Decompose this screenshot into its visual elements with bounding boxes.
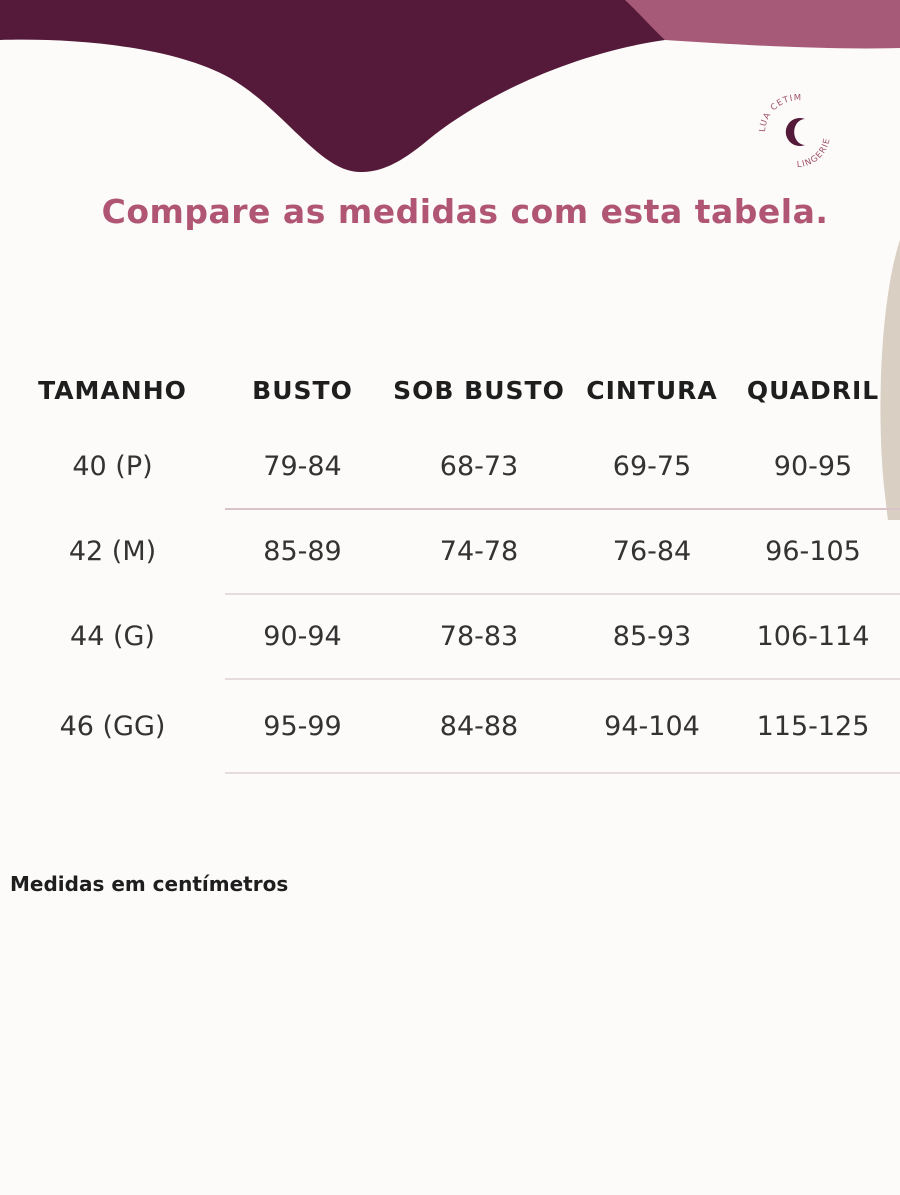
page-title: Compare as medidas com esta tabela. [101,192,829,231]
header-sob-busto: SOB BUSTO [393,375,565,405]
moon-icon [786,118,805,146]
table-row [0,509,900,594]
cell-busto: 90-94 [225,594,380,679]
cell-quadril: 106-114 [726,594,900,679]
cell-cintura: 85-93 [578,594,726,679]
header-tamanho: TAMANHO [38,375,187,405]
cell-size: 40 (P) [72,451,153,482]
cell-quadril: 90-95 [726,425,900,509]
table-row [0,594,900,679]
cell-sob-busto: 68-73 [380,425,578,509]
header-row [0,355,900,425]
cell-sob-busto: 78-83 [380,594,578,679]
cell-busto: 79-84 [225,425,380,509]
cell-busto: 95-99 [225,679,380,773]
footnote: Medidas em centímetros [10,872,289,896]
lua-cetim-logo [755,92,841,178]
cell-size: 46 (GG) [59,710,166,742]
svg-text:LINGERIE [796,137,832,170]
cell-cintura: 94-104 [578,679,726,773]
size-table [0,355,900,774]
logo-bottom-text: LINGERIE [796,136,833,171]
plum-wave [0,0,665,172]
cell-size: 42 (M) [68,536,157,567]
cell-quadril: 96-105 [726,509,900,594]
cell-quadril: 115-125 [726,679,900,773]
header-cintura: CINTURA [586,375,718,405]
table-row [0,425,900,509]
header-busto: BUSTO [252,375,353,405]
cell-busto: 85-89 [225,509,380,594]
logo-top-text: LUA CETIM [757,93,803,133]
svg-text:LUA CETIM [758,93,802,132]
cell-size: 44 (G) [70,621,155,652]
cell-sob-busto: 84-88 [380,679,578,773]
header-quadril: QUADRIL [746,375,880,405]
cell-sob-busto: 74-78 [380,509,578,594]
cell-cintura: 76-84 [578,509,726,594]
table-row [0,679,900,773]
cell-cintura: 69-75 [578,425,726,509]
